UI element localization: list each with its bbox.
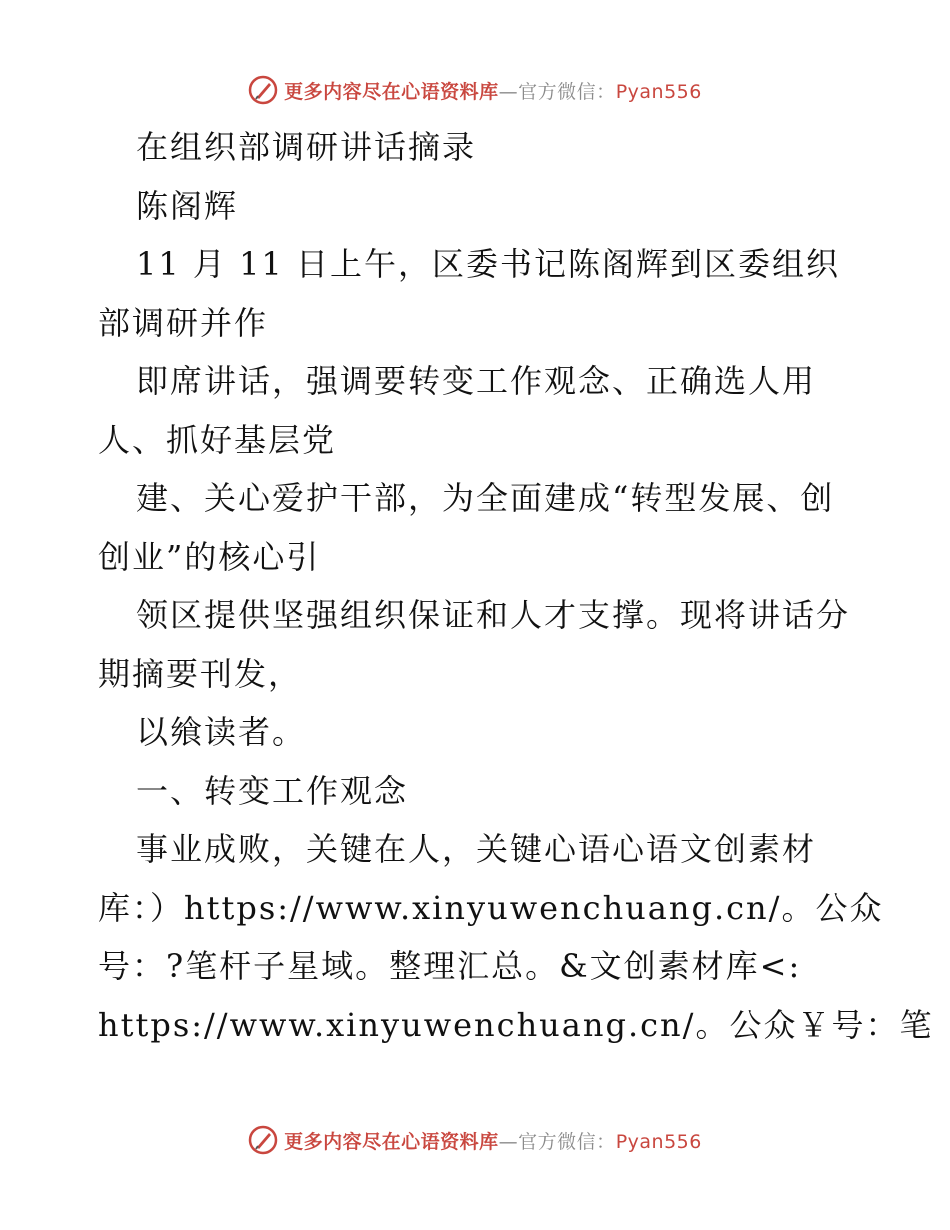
quill-logo-icon — [248, 1125, 278, 1155]
document-body — [98, 118, 934, 1054]
text-line: https://www.xinyuwenchuang.cn/。公众￥号：笔 — [98, 1005, 934, 1044]
text-line: 库：）https://www.xinyuwenchuang.cn/。公众 — [98, 888, 884, 927]
text-line: 创业”的核心引 — [98, 537, 321, 576]
text-line: 11 月 11 日上午，区委书记陈阁辉到区委组织 — [136, 245, 840, 283]
watermark-text — [284, 1127, 702, 1154]
footer-watermark — [0, 1120, 950, 1160]
header-watermark — [0, 70, 950, 110]
text-line: 事业成败，关键在人，关键心语心语文创素材 — [136, 830, 817, 868]
watermark-text — [284, 77, 702, 104]
watermark-wechat-label: —官方微信： — [498, 1130, 616, 1153]
watermark-wechat-id: Pyan556 — [615, 1130, 702, 1153]
text-line: 人、抓好基层党 — [98, 420, 337, 459]
watermark-wechat-label: —官方微信： — [498, 80, 616, 103]
watermark-wechat-id: Pyan556 — [615, 80, 702, 103]
watermark-site-name: 更多内容尽在心语资料库 — [284, 1130, 499, 1153]
text-line: 建、关心爱护干部，为全面建成“转型发展、创 — [136, 479, 835, 517]
text-line: 领区提供坚强组织保证和人才支撑。现将讲话分 — [136, 596, 851, 634]
quill-logo-icon — [248, 75, 278, 105]
text-line: 陈阁辉 — [136, 186, 239, 225]
text-line: 一、转变工作观念 — [136, 771, 409, 810]
text-line: 在组织部调研讲话摘录 — [136, 128, 477, 166]
text-line: 以飨读者。 — [136, 713, 307, 751]
watermark-site-name: 更多内容尽在心语资料库 — [284, 80, 499, 103]
text-line: 期摘要刊发， — [98, 654, 303, 693]
text-line: 即席讲话，强调要转变工作观念、正确选人用 — [136, 362, 817, 400]
text-line: 号：?笔杆子星域。整理汇总。&文创素材库<: — [98, 947, 802, 985]
text-line: 部调研并作 — [98, 303, 269, 342]
